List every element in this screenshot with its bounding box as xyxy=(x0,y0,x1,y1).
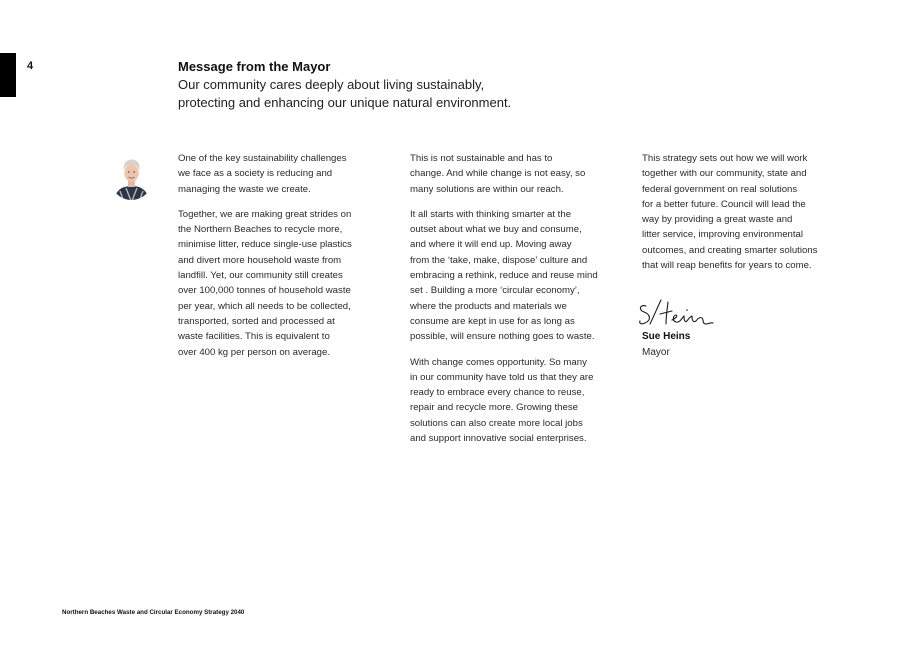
text-line: minimise litter, reduce single-use plastics xyxy=(178,239,352,251)
text-line: Together, we are making great strides on xyxy=(178,208,352,220)
text-line: over 400 kg per person on average. xyxy=(178,346,331,358)
text-line: and support innovative social enterprises. xyxy=(410,433,587,445)
body-column-3 xyxy=(642,151,857,283)
text-line: With change comes opportunity. So many xyxy=(410,356,587,368)
paragraph xyxy=(178,207,393,360)
text-line: for a better future. Council will lead the xyxy=(642,198,806,210)
text-line: This is not sustainable and has to xyxy=(410,153,553,164)
body-column-1 xyxy=(178,151,393,370)
text-line: the Northern Beaches to recycle more, xyxy=(178,224,343,236)
text-line: that will reap benefits for years to come. xyxy=(642,260,812,272)
paragraph xyxy=(410,151,625,197)
signatory-name: Sue Heins xyxy=(642,331,691,342)
text-line: landfill. Yet, our community still creates xyxy=(178,270,343,282)
body-column-2 xyxy=(410,151,625,456)
text-line: in our community have told us that they are xyxy=(410,371,594,383)
text-line: embracing a rethink, reduce and reuse mind xyxy=(410,270,598,282)
intro-text xyxy=(178,76,578,112)
text-line: federal government on real solutions xyxy=(642,183,798,195)
paragraph xyxy=(410,207,625,345)
text-line: transported, sorted and processed at xyxy=(178,315,335,327)
text-line: managing the waste we create. xyxy=(178,183,311,195)
signatory-role: Mayor xyxy=(642,347,670,358)
paragraph xyxy=(642,151,857,273)
text-line: way by providing a great waste and xyxy=(642,214,793,226)
page-number: 4 xyxy=(27,60,34,72)
text-line: outcomes, and creating smarter solutions xyxy=(642,244,818,256)
text-line: and where it will end up. Moving away xyxy=(410,239,572,251)
page-footer: Northern Beaches Waste and Circular Economy Strategy 2040 xyxy=(62,609,245,616)
text-line: from the ‘take, make, dispose’ culture and xyxy=(410,254,588,266)
text-line: litter service, improving environmental xyxy=(642,229,804,241)
text-line: consume are kept in use for as long as xyxy=(410,315,575,327)
intro-line: Our community cares deeply about living sustainably, xyxy=(178,77,485,92)
text-line: waste facilities. This is equivalent to xyxy=(178,331,330,343)
text-line: per year, which all needs to be collected, xyxy=(178,300,351,312)
text-line: outset about what we buy and consume, xyxy=(410,224,582,236)
mayor-portrait-photo xyxy=(110,155,153,202)
text-line: This strategy sets out how we will work xyxy=(642,153,808,164)
page-heading: Message from the Mayor xyxy=(178,59,331,74)
text-line: set . Building a more ‘circular economy’, xyxy=(410,285,580,297)
text-line: It all starts with thinking smarter at the xyxy=(410,208,572,220)
text-line: many solutions are within our reach. xyxy=(410,183,564,195)
text-line: change. And while change is not easy, so xyxy=(410,168,586,180)
page-edge-tab xyxy=(0,53,16,97)
text-line: repair and recycle more. Growing these xyxy=(410,402,578,414)
text-line: solutions can also create more local jobs xyxy=(410,417,583,429)
paragraph xyxy=(178,151,393,197)
text-line: possible, will ensure nothing goes to waste. xyxy=(410,331,595,343)
handwritten-signature xyxy=(636,296,718,330)
text-line: we face as a society is reducing and xyxy=(178,168,333,180)
text-line: where the products and materials we xyxy=(410,300,567,312)
text-line: and divert more household waste from xyxy=(178,254,342,266)
paragraph xyxy=(410,355,625,447)
text-line: ready to embrace every chance to reuse, xyxy=(410,387,585,399)
text-line: One of the key sustainability challenges xyxy=(178,153,347,164)
intro-line: protecting and enhancing our unique natural environment. xyxy=(178,95,512,110)
text-line: together with our community, state and xyxy=(642,168,807,180)
text-line: over 100,000 tonnes of household waste xyxy=(178,285,351,297)
